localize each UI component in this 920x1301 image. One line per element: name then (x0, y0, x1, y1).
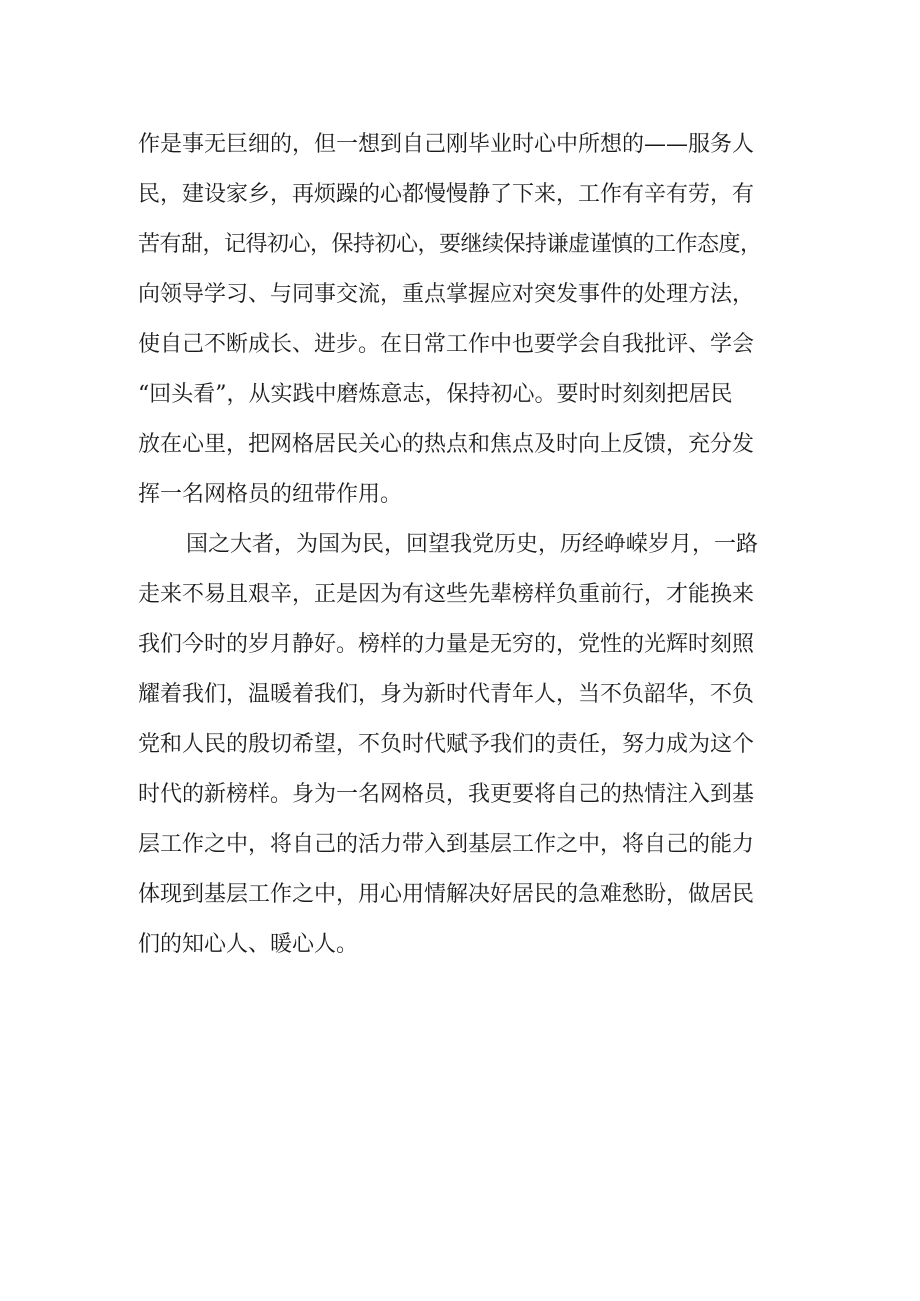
text-line: “回头看”，从实践中磨炼意志，保持初心。要时时刻刻把居民 (138, 382, 733, 407)
text-line: 使自己不断成长、进步。在日常工作中也要学会自我批评、学会 (138, 332, 755, 357)
text-line: 苦有甜，记得初心，保持初心，要继续保持谦虚谨慎的工作态度， (138, 232, 762, 257)
text-line: 民，建设家乡，再烦躁的心都慢慢静了下来，工作有辛有劳，有 (138, 182, 755, 207)
text-line: 国之大者，为国为民，回望我党历史，历经峥嵘岁月，一路 (186, 532, 759, 557)
paragraph (138, 120, 818, 520)
body-text (138, 120, 818, 970)
text-line: 时代的新榜样。身为一名网格员，我更要将自己的热情注入到基 (138, 782, 755, 807)
text-line: 层工作之中，将自己的活力带入到基层工作之中，将自己的能力 (138, 832, 755, 857)
text-line: 耀着我们，温暖着我们，身为新时代青年人，当不负韶华，不负 (138, 682, 755, 707)
text-line: 体现到基层工作之中，用心用情解决好居民的急难愁盼，做居民 (138, 882, 755, 907)
text-line: 放在心里，把网格居民关心的热点和焦点及时向上反馈，充分发 (138, 432, 755, 457)
text-line: 向领导学习、与同事交流，重点掌握应对突发事件的处理方法， (138, 282, 755, 307)
text-line: 挥一名网格员的纽带作用。 (138, 482, 403, 507)
paragraph (138, 520, 818, 970)
text-line: 们的知心人、暖心人。 (138, 932, 359, 957)
text-line: 作是事无巨细的，但一想到自己刚毕业时心中所想的——服务人 (138, 132, 755, 157)
text-line: 我们今时的岁月静好。榜样的力量是无穷的，党性的光辉时刻照 (138, 632, 755, 657)
text-line: 走来不易且艰辛，正是因为有这些先辈榜样负重前行，才能换来 (138, 582, 755, 607)
text-line: 党和人民的殷切希望，不负时代赋予我们的责任，努力成为这个 (138, 732, 755, 757)
